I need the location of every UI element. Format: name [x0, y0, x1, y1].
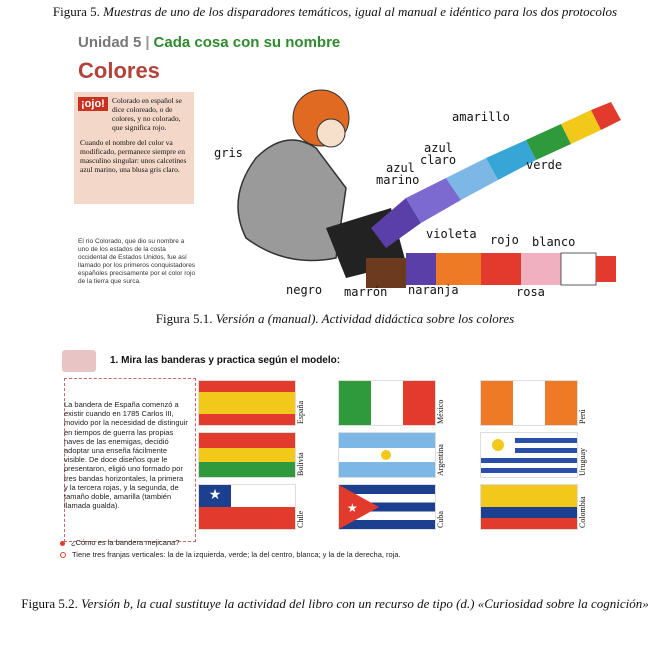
label-gris: gris [214, 146, 243, 160]
flag-name-cuba: Cuba [436, 511, 445, 528]
figure-5-2-caption [0, 594, 670, 613]
caption-prefix: Figura 5. [52, 4, 100, 19]
flag-chile: ★ [198, 484, 296, 530]
figure-5-caption [0, 3, 670, 20]
bandera-espana-note: La bandera de España comenzó a existir cuando en 1785 Carlos III, movido por la necesidad de distinguir en tiempos de guerra las propias naves de las enemigas, decidió adoptar una enseña fácilmente visible. De doce diseños que le presentaron, eligió uno formado por tres bandas horizontales, la primera y la tercera rojas, y la segunda, de tamaño doble, amarilla (también llamada gualda). [64, 400, 188, 511]
panel-version-a [66, 28, 630, 305]
flag-name-mexico: México [436, 399, 445, 424]
label-rosa: rosa [516, 285, 545, 299]
unit-title: Cada cosa con su nombre [153, 34, 341, 51]
exercise-heading: 1. Mira las banderas y practica según el modelo: [110, 355, 341, 366]
flag-uruguay [480, 432, 578, 478]
panel-version-b [58, 350, 604, 590]
unit-header: Unidad 5 | Cada cosa con su nombre [78, 34, 341, 51]
label-azul-marino-2: marino [376, 173, 420, 187]
question-line [60, 538, 179, 547]
label-marron: marrón [344, 285, 388, 299]
flag-name-colombia: Colombia [578, 496, 587, 528]
ojo-note-2: Cuando el nombre del color va modificado, permanece siempre en masculino singular: unos calcetines azul marino, una blusa gris claro. [80, 138, 187, 174]
label-negro: negro [286, 283, 323, 297]
book-thumbnail [62, 350, 96, 372]
label-azul-claro-1: azul [424, 141, 453, 155]
flag-colombia [480, 484, 578, 530]
ojo-note-1: Colorado en español se dice coloreado, o de colores, y no colorado, que significa rojo. [112, 96, 182, 132]
label-rojo: rojo [490, 233, 519, 247]
girl-illustration [206, 88, 626, 303]
label-azul-marino-1: azul [386, 161, 415, 175]
flag-bolivia [198, 432, 296, 478]
caption-text: Versión a (manual). Actividad didáctica sobre los colores [212, 311, 515, 326]
flag-peru [480, 380, 578, 426]
caption-text: Muestras de uno de los disparadores temáticos, igual al manual e idéntico para los dos protocolos [99, 4, 618, 19]
label-naranja: naranja [408, 283, 459, 297]
label-azul-claro-2: claro [420, 153, 457, 167]
flag-name-uruguay: Uruguay [578, 448, 587, 476]
figure-5-1-caption [0, 310, 670, 327]
caption-prefix: Figura 5.1. [155, 311, 213, 326]
unit-number: Unidad 5 [78, 34, 142, 51]
flag-name-bolivia: Bolivia [296, 452, 305, 476]
answer-text: Tiene tres franjas verticales: la de la izquierda, verde; la del centro, blanca; y la de la derecha, roja. [72, 550, 401, 559]
flag-mexico [338, 380, 436, 426]
flag-argentina [338, 432, 436, 478]
lesson-title: Colores [78, 58, 160, 83]
answer-line [60, 550, 401, 559]
caption-prefix: Figura 5.2. [21, 596, 78, 611]
label-amarillo: amarillo [452, 110, 510, 124]
rio-colorado-note: El río Colorado, que dio su nombre a uno de los estados de la costa occidental de Estados Unidos, fue así llamado por los primeros conquistadores españoles precisamente por el color rojo de la tierra que surca. [78, 238, 196, 285]
rainbow-stocking-2 [366, 253, 616, 288]
flag-name-peru: Perú [578, 409, 587, 424]
svg-text:★: ★ [347, 501, 358, 515]
caption-text: Versión b, la cual sustituye la actividad del libro con un recurso de tipo (d.) «Curiosidad sobre la cognición» [77, 596, 649, 611]
ojo-note-box [74, 92, 194, 204]
flag-name-espana: España [296, 400, 305, 424]
label-blanco: blanco [532, 235, 576, 249]
label-violeta: violeta [426, 227, 477, 241]
flag-espana [198, 380, 296, 426]
ojo-badge: ¡ojo! [78, 97, 108, 111]
label-verde: verde [526, 158, 563, 172]
flag-cuba [338, 484, 436, 530]
flag-name-chile: Chile [296, 510, 305, 528]
question-text: ¿Cómo es la bandera mejicana? [71, 538, 180, 547]
flag-name-argentina: Argentina [436, 444, 445, 476]
